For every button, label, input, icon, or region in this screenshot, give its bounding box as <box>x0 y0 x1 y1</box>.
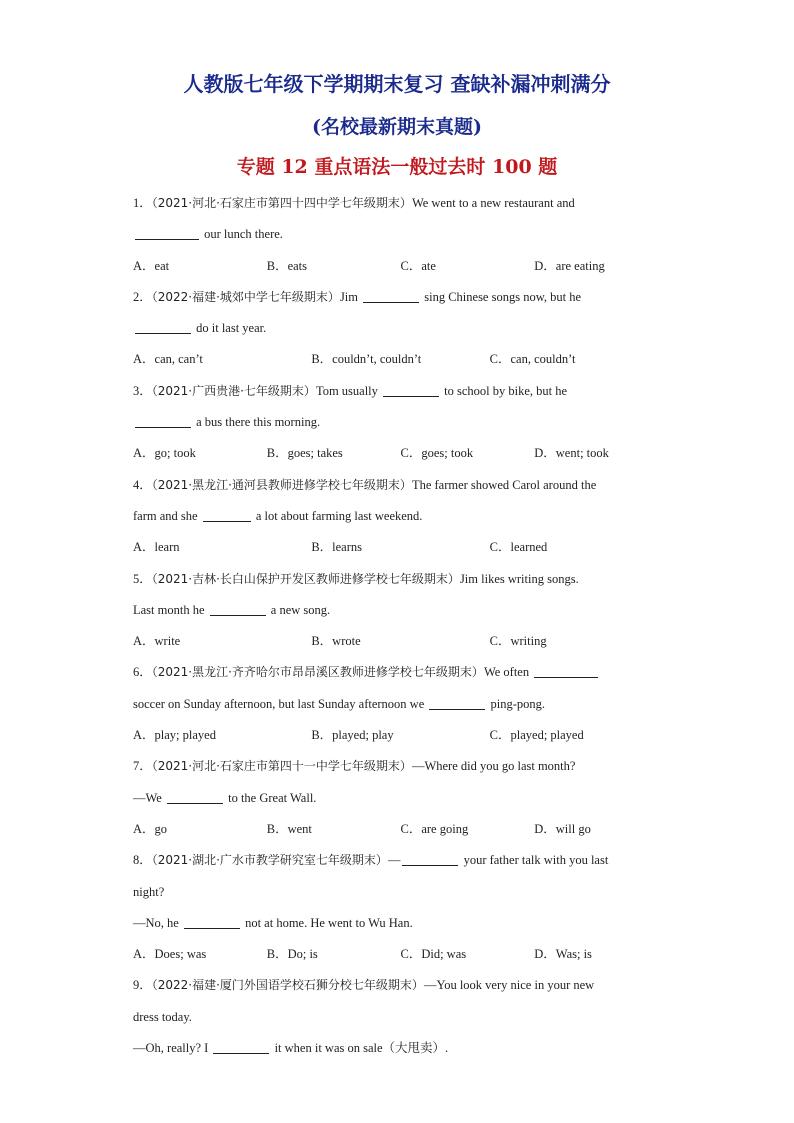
answer-blank[interactable] <box>135 320 191 334</box>
question-source: （2021·黑龙江·通河县教师进修学校七年级期末） <box>151 477 412 492</box>
answer-blank[interactable] <box>135 414 191 428</box>
answer-blank[interactable] <box>184 915 240 929</box>
answer-blank[interactable] <box>534 664 598 678</box>
question-3: 3．（2021·广西贵港·七年级期末）Tom usually to school by bike, but he <box>133 383 568 398</box>
option-d[interactable]: D．are eating <box>534 258 605 273</box>
option-a[interactable]: A．play; played <box>133 728 216 743</box>
question-9: 9．（2022·福建·厦门外国语学校石狮分校七年级期末）—You look very nice in your new <box>133 978 595 993</box>
answer-blank[interactable] <box>383 383 439 397</box>
option-c[interactable]: C．learned <box>489 540 548 555</box>
question-source: （2021·河北·石家庄市第四十一中学七年级期末） <box>151 759 412 774</box>
question-5: 5．（2021·吉林·长白山保护开发区教师进修学校七年级期末）Jim likes writing songs. <box>133 571 579 586</box>
option-c[interactable]: C．writing <box>489 634 547 649</box>
option-c[interactable]: C．are going <box>400 821 469 836</box>
answer-blank[interactable] <box>210 602 266 616</box>
title-line-1: 人教版七年级下学期期末复习 查缺补漏冲刺满分 <box>183 72 611 96</box>
option-c[interactable]: C．goes; took <box>400 446 474 461</box>
options-row <box>133 939 668 970</box>
option-a[interactable]: A．go; took <box>133 446 196 461</box>
option-a[interactable]: A．learn <box>133 540 180 555</box>
option-b[interactable]: B．went <box>266 821 312 836</box>
options-row <box>133 814 668 845</box>
option-a[interactable]: A．write <box>133 634 181 649</box>
options-row <box>133 438 668 469</box>
answer-blank[interactable] <box>203 508 251 522</box>
question-4: 4．（2021·黑龙江·通河县教师进修学校七年级期末）The farmer showed Carol around the <box>133 477 597 492</box>
option-b[interactable]: B．wrote <box>311 634 361 649</box>
answer-blank[interactable] <box>429 696 485 710</box>
answer-blank[interactable] <box>402 852 458 866</box>
title-line-3: 专题 12 重点语法一般过去时 100 题 <box>236 156 558 178</box>
option-d[interactable]: D．went; took <box>534 446 609 461</box>
option-b[interactable]: B．learns <box>311 540 363 555</box>
option-b[interactable]: B．goes; takes <box>266 446 343 461</box>
options-row <box>133 532 668 563</box>
answer-blank[interactable] <box>167 790 223 804</box>
title-line-2: (名校最新期末真题) <box>312 116 482 138</box>
options-row <box>133 720 668 751</box>
answer-blank[interactable] <box>363 289 419 303</box>
question-source: （2021·湖北·广水市教学研究室七年级期末） <box>151 853 388 868</box>
question-list: 1．（2021·河北·石家庄市第四十四中学七年级期末）We went to a new restaurant and our lunch there. A．eat B．eats C．ate D．are eating 2．（2022·福建·城郊中学七年级期末）Jim sing Chinese songs now, but he do it last year. A．can, can’t B．couldn’t, couldn’t C．can, couldn’t 3．（2021·广西贵港·七年级期末）Tom usually to school by bike, but he a bus there this morning. A．go; took B．goes; takes C．goes; took D．went; took 4．（2021·黑龙江·通河县教师进修学校七年级期末）The farmer showed Carol around the farm and she a lot about farming last weekend. A．learn B．learns C．learned 5．（2021·吉林·长白山保护开发区教师进修学校七年级期末）Jim likes writing songs. Last month he a new song. A．write B．wrote C．writing 6．（2021·黑龙江·齐齐哈尔市昂昂溪区教师进修学校七年级期末）We often soccer on Sunday afternoon, but last Sunday afternoon we ping-pong. A．play; played B．played; play C．played; played 7．（2021·河北·石家庄市第四十一中学七年级期末）—Where did you go last month? —We to the Great Wall. A．go B．went C．are going D．will go 8．（2021·湖北·广水市教学研究室七年级期末）— your father talk with you last night? —No, he not at home. He went to Wu Han. A．Does; was B．Do; is C．Did; was D．Was; is 9．（2022·福建·厦门外国语学校石狮分校七年级期末）—You look very nice in your new dress today. —Oh, really? I it when it was on sale（大甩卖）. <box>133 188 668 1064</box>
question-source: （2022·福建·厦门外国语学校石狮分校七年级期末） <box>151 978 424 993</box>
option-b[interactable]: B．Do; is <box>266 947 318 962</box>
option-b[interactable]: B．eats <box>266 258 308 273</box>
question-8: 8．（2021·湖北·广水市教学研究室七年级期末）— your father talk with you last <box>133 853 609 868</box>
option-c[interactable]: C．can, couldn’t <box>489 352 576 367</box>
option-b[interactable]: B．played; play <box>311 728 394 743</box>
option-a[interactable]: A．go <box>133 821 168 836</box>
option-d[interactable]: D．will go <box>534 821 591 836</box>
question-source: （2021·吉林·长白山保护开发区教师进修学校七年级期末） <box>151 571 460 586</box>
option-c[interactable]: C．ate <box>400 258 436 273</box>
answer-blank[interactable] <box>135 226 199 240</box>
question-source: （2021·广西贵港·七年级期末） <box>151 383 316 398</box>
answer-blank[interactable] <box>213 1040 269 1054</box>
question-7: 7．（2021·河北·石家庄市第四十一中学七年级期末）—Where did you go last month? <box>133 759 576 774</box>
question-6: 6．（2021·黑龙江·齐齐哈尔市昂昂溪区教师进修学校七年级期末）We often <box>133 657 668 688</box>
option-a[interactable]: A．can, can’t <box>133 352 203 367</box>
option-c[interactable]: C．Did; was <box>400 947 467 962</box>
question-1: 1．（2021·河北·石家庄市第四十四中学七年级期末）We went to a new restaurant and <box>133 196 575 210</box>
options-row <box>133 344 668 375</box>
option-a[interactable]: A．Does; was <box>133 947 207 962</box>
question-2: 2．（2022·福建·城郊中学七年级期末）Jim sing Chinese songs now, but he <box>133 289 582 304</box>
options-row <box>133 626 668 657</box>
option-c[interactable]: C．played; played <box>489 728 584 743</box>
option-a[interactable]: A．eat <box>133 258 170 273</box>
question-source: （2022·福建·城郊中学七年级期末） <box>151 289 340 304</box>
option-d[interactable]: D．Was; is <box>534 947 592 962</box>
question-source: （2021·黑龙江·齐齐哈尔市昂昂溪区教师进修学校七年级期末） <box>151 665 484 680</box>
options-row <box>133 251 668 282</box>
option-b[interactable]: B．couldn’t, couldn’t <box>311 352 422 367</box>
question-source: （2021·河北·石家庄市第四十四中学七年级期末） <box>151 196 412 210</box>
